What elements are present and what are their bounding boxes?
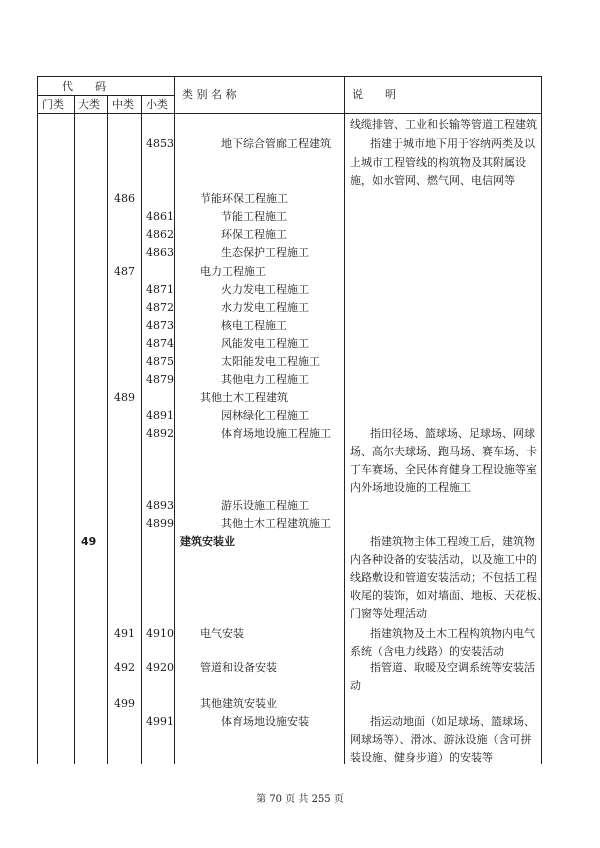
header-bottom-border — [37, 113, 542, 114]
class-name: 地下综合管廊工程建筑 — [221, 137, 331, 150]
code-xiao: 4879 — [146, 373, 174, 386]
class-name: 管道和设备安装 — [200, 661, 277, 674]
desc-line: 丁车赛场、全民体育健身工程设施等室 — [350, 463, 537, 476]
code-xiao: 4891 — [146, 409, 174, 422]
header-zhong: 中类 — [112, 98, 134, 111]
desc-line: 网球场等）、滑冰、游泳设施（含可拼 — [350, 733, 532, 746]
class-name: 体育场地设施安装 — [221, 715, 309, 728]
desc-line: 内外场地设施的工程施工 — [350, 481, 471, 494]
class-name: 体育场地设施工程施工 — [221, 427, 331, 440]
desc-line: 线缆排管、工业和长输等管道工程建筑 — [350, 118, 537, 131]
desc-line: 内各种设备的安装活动，以及施工中的 — [350, 553, 537, 566]
desc-line: 系统（含电力线路）的安装活动 — [350, 645, 504, 658]
desc-line: 动 — [350, 679, 361, 692]
desc-line: 指管道、取暖及空调系统等安装活 — [370, 661, 535, 674]
col-divider-xiao-name — [174, 76, 175, 764]
class-name: 太阳能发电工程施工 — [221, 355, 320, 368]
desc-line: 上城市工程管线的构筑物及其附属设 — [350, 156, 526, 169]
code-da: 49 — [81, 535, 97, 548]
col-divider-name-desc — [344, 76, 345, 764]
desc-line: 装设施、健身步道）的安装等 — [350, 751, 493, 764]
header-code: 代 码 — [62, 80, 106, 93]
code-zhong: 489 — [114, 391, 135, 404]
desc-line: 线路敷设和管道安装活动；不包括工程 — [350, 571, 537, 584]
code-xiao: 4991 — [146, 715, 174, 728]
col-divider-zhong-xiao — [141, 95, 142, 764]
class-name: 其他土木工程建筑 — [200, 391, 288, 404]
code-xiao: 4872 — [146, 301, 174, 314]
code-zhong: 492 — [114, 661, 135, 674]
class-name: 其他建筑安装业 — [200, 697, 277, 710]
class-name: 生态保护工程施工 — [221, 246, 309, 259]
col-divider-da-zhong — [107, 95, 108, 764]
class-name: 园林绿化工程施工 — [221, 409, 309, 422]
desc-line: 指建筑物及土木工程构筑物内电气 — [370, 627, 535, 640]
header-da: 大类 — [78, 98, 100, 111]
desc-line: 指运动地面（如足球场、篮球场、 — [370, 715, 535, 728]
desc-line: 门窗等处理活动 — [350, 607, 427, 620]
desc-line: 施，如水管网、燃气网、电信网等 — [350, 174, 515, 187]
code-xiao: 4871 — [146, 283, 174, 296]
header-men: 门类 — [42, 98, 64, 111]
code-zhong: 487 — [114, 265, 135, 278]
table-left-border — [37, 76, 38, 764]
header-desc: 说 明 — [352, 88, 396, 101]
header-split-line — [37, 95, 174, 96]
code-xiao: 4910 — [146, 627, 174, 640]
class-name: 电力工程施工 — [200, 265, 266, 278]
code-xiao: 4863 — [146, 246, 174, 259]
class-name: 核电工程施工 — [221, 319, 287, 332]
code-zhong: 491 — [114, 627, 135, 640]
code-zhong: 499 — [114, 697, 135, 710]
desc-line: 指建于城市地下用于容纳两类及以 — [370, 137, 535, 150]
code-xiao: 4893 — [146, 499, 174, 512]
col-divider-men-da — [74, 95, 75, 764]
code-xiao: 4875 — [146, 355, 174, 368]
table-top-border — [37, 76, 542, 77]
class-name: 节能环保工程施工 — [200, 192, 288, 205]
code-xiao: 4873 — [146, 319, 174, 332]
class-name: 其他电力工程施工 — [221, 373, 309, 386]
class-name: 水力发电工程施工 — [221, 301, 309, 314]
class-name: 建筑安装业 — [180, 535, 235, 548]
table-right-border — [541, 76, 542, 764]
class-name: 火力发电工程施工 — [221, 283, 309, 296]
desc-line: 场、高尔夫球场、跑马场、赛车场、卡 — [350, 445, 537, 458]
desc-line: 收尾的装饰，如对墙面、地板、天花板、 — [350, 589, 548, 602]
page-footer: 第 70 页 共 255 页 — [256, 794, 344, 805]
code-xiao: 4862 — [146, 228, 174, 241]
desc-line: 指建筑物主体工程竣工后，建筑物 — [370, 535, 535, 548]
code-xiao: 4920 — [146, 661, 174, 674]
class-name: 电气安装 — [200, 627, 244, 640]
desc-line: 指田径场、篮球场、足球场、网球 — [370, 427, 535, 440]
code-zhong: 486 — [114, 192, 135, 205]
code-xiao: 4861 — [146, 210, 174, 223]
header-xiao: 小类 — [146, 98, 168, 111]
code-xiao: 4853 — [146, 137, 174, 150]
header-name: 类 别 名 称 — [182, 88, 237, 101]
code-xiao: 4899 — [146, 517, 174, 530]
class-name: 其他土木工程建筑施工 — [221, 517, 331, 530]
class-name: 风能发电工程施工 — [221, 337, 309, 350]
class-name: 环保工程施工 — [221, 228, 287, 241]
class-name: 游乐设施工程施工 — [221, 499, 309, 512]
class-name: 节能工程施工 — [221, 210, 287, 223]
code-xiao: 4892 — [146, 427, 174, 440]
code-xiao: 4874 — [146, 337, 174, 350]
